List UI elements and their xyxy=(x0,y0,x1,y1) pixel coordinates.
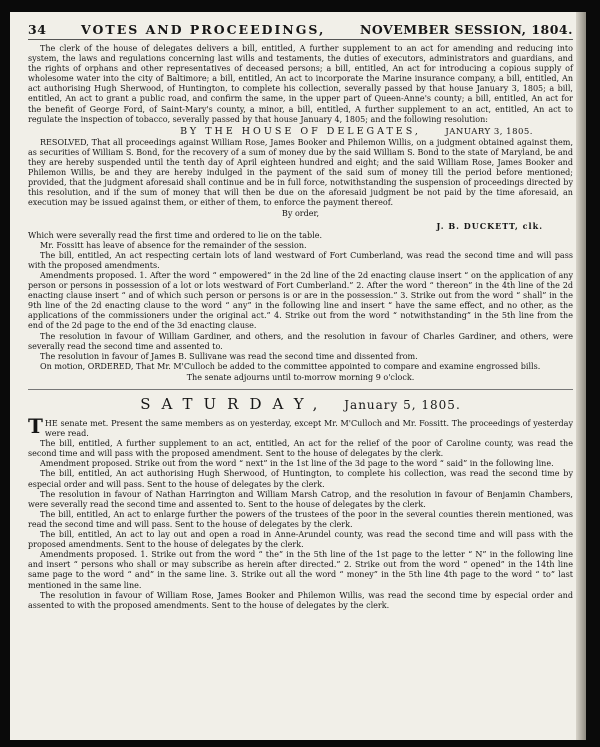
house-heading-text: BY THE HOUSE OF DELEGATES, xyxy=(180,125,421,137)
day-heading xyxy=(28,389,573,415)
page-edge-shadow xyxy=(576,12,586,740)
page-title: VOTES AND PROCEEDINGS, xyxy=(81,22,326,37)
drop-cap: T xyxy=(28,414,43,438)
paragraph-clerk-delivers: The clerk of the house of delegates delivers a bill, entitled, A further supplement to an act for amending and reducing into system, the laws and regulations concerning last wills and testaments, the duties of executors, administrators and guardians, and the rights of orphans and other representatives of deceased persons; a bill, entitled, An act for introducing a copious supply of wholesome water into the city of Baltimore; a bill, entitled, An act to incorporate the Marine insurance company, a bill, entitled, An act authorising Hugh Sherwood, of Huntington, to complete his collection, severally passed by that house January 3, 1805; a bill, entitled, An act to grant a public road, and confirm the same, in the upper part of Queen-Anne's county; a bill, entitled, An act for the benefit of George Ford, of Saint-Mary's county, a minor, a bill, entitled, A further supplement to an act, entitled, An act to regulate the inspection of tobacco, severally passed by that house January 4, 1805; and the following resolution: xyxy=(28,44,573,124)
paragraph-leave-absence: Mr. Fossitt has leave of absence for the remainder of the session. xyxy=(40,240,307,250)
session-label: NOVEMBER SESSION, 1804. xyxy=(359,22,573,37)
paragraph-amendment-proposed: Amendment proposed. Strike out from the word “ next” in the 1st line of the 3d page to the word “ said” in the following line. xyxy=(40,459,554,469)
page-content xyxy=(28,22,573,611)
by-order: By order, xyxy=(281,209,320,219)
paragraph-road-amendments: Amendments proposed. 1. Strike out from the word “ the” in the 5th line of the 1st page to the letter “ N” in the following line and insert “ persons who shall or may subscribe as herein after directed.” 2. Strike out from the word “ opened” in the 14th line same page to the word “ and” in the same line. 3. Strike out all the word “ money” in the 5th line 4th page to the word “ to” last mentioned in the same line. xyxy=(28,550,573,590)
paragraph-rose-resolution: The resolution in favour of William Rose, James Booker and Philemon Willis, was read the second time by especial order and assented to with the proposed amendments. Sent to the house of delegates by the clerk. xyxy=(28,590,573,610)
paragraph-trustees-bill: The bill, entitled, An act to enlarge further the powers of the trustees of the poor in the several counties therein mentioned, was read the second time and will pass. Sent to the house of delegates by the clerk. xyxy=(28,509,573,529)
running-header xyxy=(28,22,573,40)
paragraph-resolution: RESOLVED, That all proceedings against William Rose, James Booker and Philemon Willis, on a judgment obtained against them, as securities of William S. Bond, for the recovery of a sum of money due by the said William S. Bond to the state of Maryland, be and they are hereby suspended until the tenth day of April eighteen hundred and eight; and the said William Rose, James Booker and Philemon Willis, be and they are hereby indulged in the payment of the said sum of money till the period before mentioned; provided, that the judgment aforesaid shall continue and be in full force, notwithstanding the suspension of proceedings directed by this resolution, and if the sum of money that will then be due on the aforesaid judgment be not paid by the time aforesaid, an execution may be issued against them, or either of them, to enforce the payment thereof. xyxy=(28,137,573,208)
paragraph-harrington-resolution: The resolution in favour of Nathan Harrington and William Marsh Catrop, and the resolution in favour of Benjamin Chambers, were severally read the second time and assented to. Sent to the house of delegates by the clerk. xyxy=(28,489,573,509)
adjournment-line: The senate adjourns until to-morrow morning 9 o'clock. xyxy=(186,372,415,382)
paragraph-motion-ordered: On motion, ORDERED, That Mr. M'Culloch be added to the committee appointed to compare and examine engrossed bills. xyxy=(40,361,541,371)
day-heading-date: January 5, 1805. xyxy=(344,398,461,412)
paragraph-caroline-bill: The bill, entitled, A further supplement to an act, entitled, An act for the relief of the poor of Caroline county, was read the second time and will pass with the proposed amendment. Sent to the house of delegates by the clerk. xyxy=(28,439,573,459)
paragraph-sherwood-bill: The bill, entitled, An act authorising Hugh Sherwood, of Huntington, to complete his collection, was read the second time by especial order and will pass. Sent to the house of delegates by the clerk. xyxy=(28,469,573,489)
paragraph-gardiner-resolution: The resolution in favour of William Gardiner, and others, and the resolution in favour of Charles Gardiner, and others, were severally read the second time and assented to. xyxy=(28,331,573,351)
document-page xyxy=(10,12,586,740)
paragraph-senate-met xyxy=(28,414,573,439)
day-heading-day: SATURDAY, xyxy=(140,395,329,413)
clerk-signature xyxy=(28,221,573,231)
paragraph-amendments: Amendments proposed. 1. After the word “ empowered” in the 2d line of the 2d enacting clause insert “ on the application of any person or persons in possession of a lot or lots westward of Fort Cumberland.” 2. After the word “ thereon” in the 4th line of the 2d enacting clause insert “ and of which such person or persons is or are in the possession.” 3. Strike out from the word “ shall” in the 9th line of the 2d enacting clause to the word “ any” in the following line and insert “ have the same effect, and no other, as the applications of the commissioners under the original act.” 4. Strike out from the word “ notwithstanding” in the 5th line from the end of the 2d page to the end of the 3d enacting clause. xyxy=(28,270,573,331)
clerk-name: J. B. DUCKETT, clk. xyxy=(436,220,543,231)
paragraph-sullivane-resolution: The resolution in favour of James B. Sullivane was read the second time and dissented from. xyxy=(40,351,418,361)
paragraph-anne-arundel-road: The bill, entitled, An act to lay out and open a road in Anne-Arundel county, was read the second time and will pass with the proposed amendments. Sent to the house of delegates by the clerk. xyxy=(28,530,573,550)
paragraph-first-reading: Which were severally read the first time and ordered to lie on the table. xyxy=(28,230,323,240)
house-heading-date: JANUARY 3, 1805. xyxy=(445,126,533,137)
house-heading xyxy=(28,126,573,138)
page-number: 34 xyxy=(28,22,47,37)
paragraph-fort-cumberland-bill: The bill, entitled, An act respecting certain lots of land westward of Fort Cumberland, was read the second time and will pass with the proposed amendments. xyxy=(28,250,573,270)
senate-met-text: HE senate met. Present the same members as on yesterday, except Mr. M'Culloch and Mr. Fossitt. The proceedings of yesterday were read. xyxy=(44,419,573,439)
